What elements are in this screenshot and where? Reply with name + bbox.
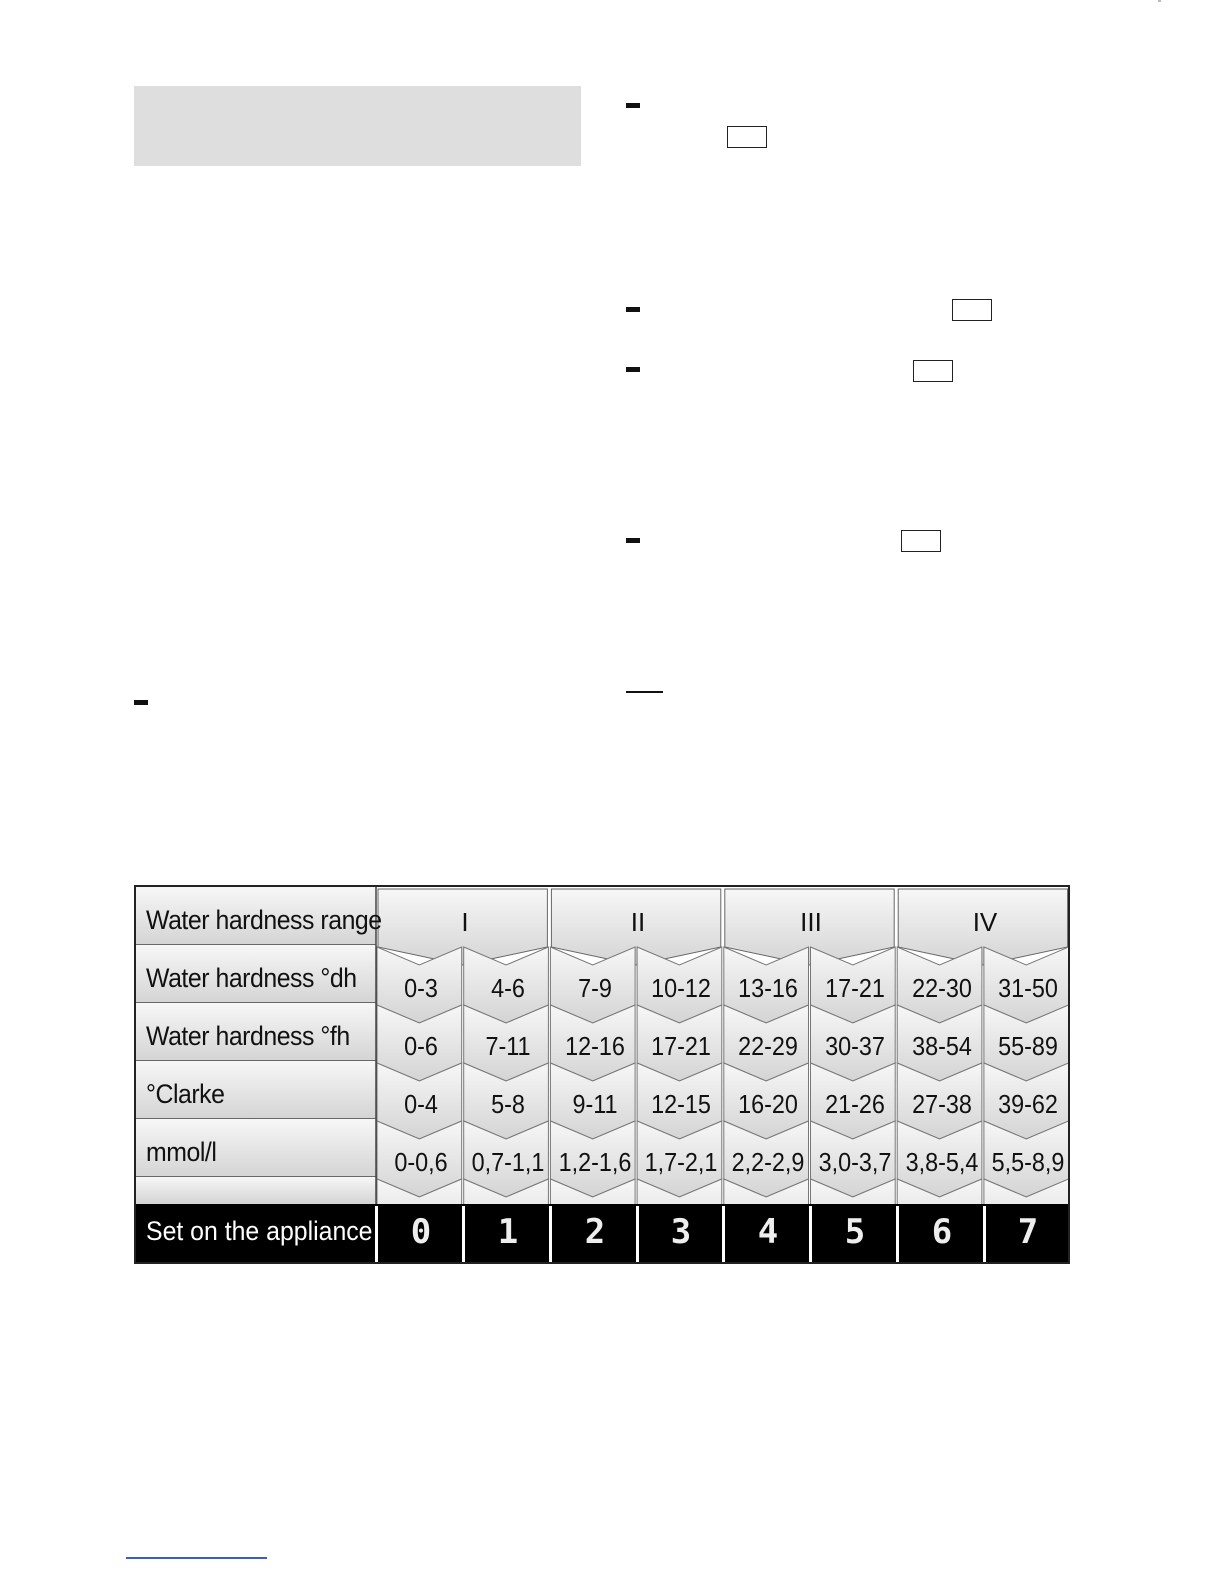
range-label: II xyxy=(630,907,646,937)
label-cell-bg xyxy=(136,1177,376,1204)
setting-label: Set on the appliance xyxy=(146,1216,373,1246)
table-cell: 0-6 xyxy=(404,1031,438,1061)
table-cell: 22-29 xyxy=(738,1031,798,1061)
table-cell: 17-21 xyxy=(651,1031,711,1061)
table-cell: 4-6 xyxy=(491,973,525,1003)
table-cell: 13-16 xyxy=(738,973,798,1003)
table-cell: 38-54 xyxy=(912,1031,972,1061)
footer-link-line xyxy=(126,1557,267,1559)
table-cell: 0-3 xyxy=(404,973,438,1003)
table-cell: 5,5-8,9 xyxy=(991,1147,1065,1177)
range-label: IV xyxy=(972,907,998,937)
table-cell: 10-12 xyxy=(651,973,711,1003)
table-cell: 39-62 xyxy=(998,1089,1058,1119)
table-cell: 12-15 xyxy=(651,1089,711,1119)
step-dash xyxy=(626,367,640,372)
range-label: I xyxy=(461,907,469,937)
row-label-clarke: °Clarke xyxy=(146,1079,225,1109)
setting-value: 2 xyxy=(584,1212,606,1252)
table-cell: 7-9 xyxy=(578,973,612,1003)
setting-value: 0 xyxy=(410,1212,432,1252)
table-cell: 5-8 xyxy=(491,1089,525,1119)
step-dash xyxy=(626,307,640,312)
table-cell: 12-16 xyxy=(565,1031,625,1061)
water-hardness-table xyxy=(134,885,1070,1264)
row-label-dh: Water hardness °dh xyxy=(146,963,357,993)
setting-bar xyxy=(136,1204,1070,1264)
table-cell: 55-89 xyxy=(998,1031,1058,1061)
row-label-range: Water hardness range xyxy=(146,905,382,935)
key-symbol xyxy=(913,360,953,382)
table-cell: 2,2-2,9 xyxy=(731,1147,805,1177)
step-dash xyxy=(626,538,640,543)
note-underline xyxy=(626,691,663,693)
table-cell: 31-50 xyxy=(998,973,1058,1003)
table-cell: 0,7-1,1 xyxy=(471,1147,545,1177)
range-label: III xyxy=(800,907,822,937)
table-cell: 9-11 xyxy=(572,1089,618,1119)
table-cell: 7-11 xyxy=(485,1031,531,1061)
setting-value: 5 xyxy=(844,1212,866,1252)
row-label-mmol: mmol/l xyxy=(146,1137,217,1167)
step-dash xyxy=(134,700,148,705)
table-cell: 0-0,6 xyxy=(394,1147,448,1177)
table-cell: 1,7-2,1 xyxy=(644,1147,718,1177)
setting-value: 1 xyxy=(497,1212,519,1252)
table-cell: 3,0-3,7 xyxy=(818,1147,892,1177)
setting-value: 3 xyxy=(670,1212,692,1252)
table-cell: 0-4 xyxy=(404,1089,438,1119)
table-cell: 3,8-5,4 xyxy=(905,1147,979,1177)
section-heading-box xyxy=(134,86,581,166)
row-label-fh: Water hardness °fh xyxy=(146,1021,350,1051)
table-cell: 30-37 xyxy=(825,1031,885,1061)
key-symbol xyxy=(952,299,992,321)
corner-mark xyxy=(1158,0,1161,2)
setting-value: 6 xyxy=(931,1212,953,1252)
table-cell: 22-30 xyxy=(912,973,972,1003)
table-cell: 27-38 xyxy=(912,1089,972,1119)
table-cell: 17-21 xyxy=(825,973,885,1003)
setting-value: 7 xyxy=(1017,1212,1039,1252)
step-dash xyxy=(626,103,640,108)
setting-value: 4 xyxy=(757,1212,779,1252)
table-cell: 1,2-1,6 xyxy=(558,1147,632,1177)
key-symbol xyxy=(727,126,767,148)
table-cell: 21-26 xyxy=(825,1089,885,1119)
key-symbol xyxy=(901,530,941,552)
table-cell: 16-20 xyxy=(738,1089,798,1119)
